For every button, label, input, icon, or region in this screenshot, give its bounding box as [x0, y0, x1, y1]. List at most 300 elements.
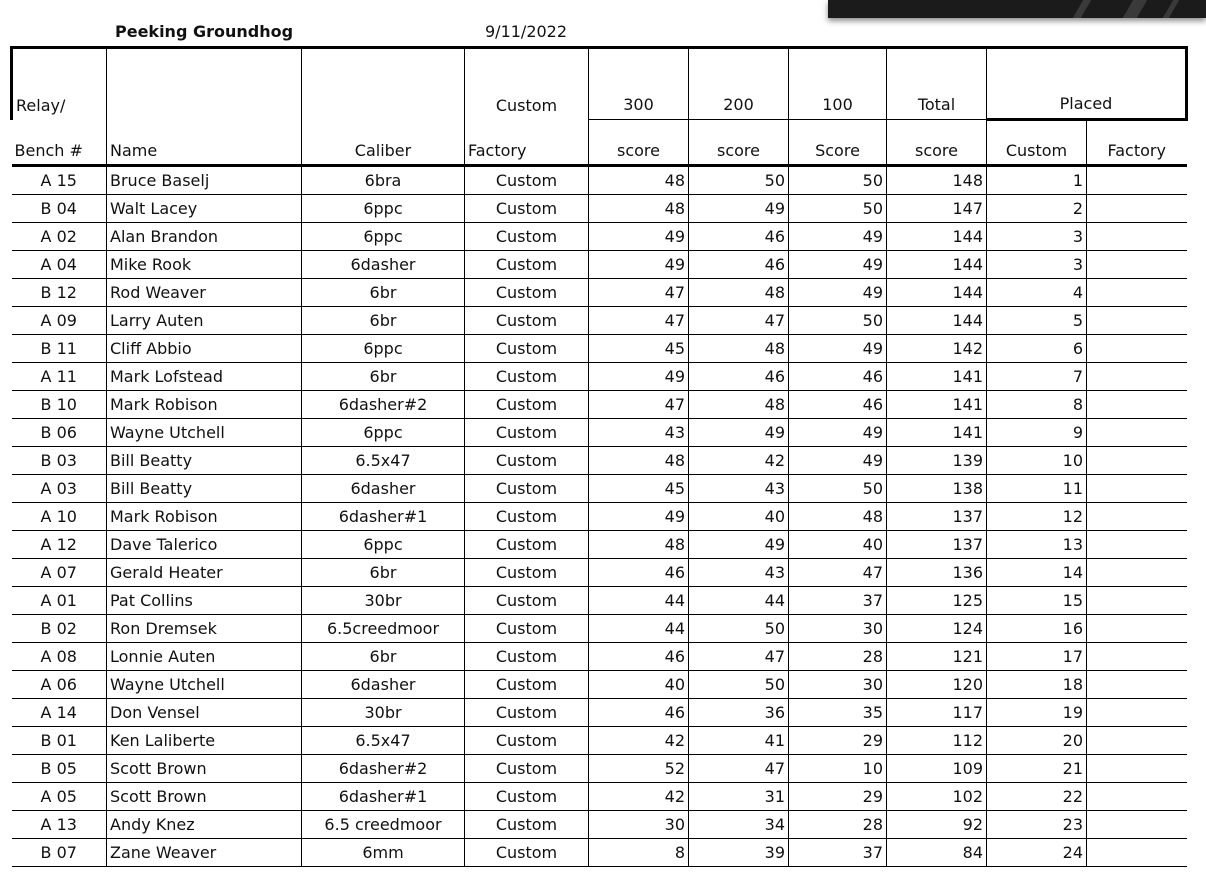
score-200-cell: 46 — [689, 223, 789, 251]
score-300-cell: 42 — [589, 783, 689, 811]
caliber-cell: 6br — [302, 559, 465, 587]
caliber-cell: 6dasher#2 — [302, 391, 465, 419]
score-300-cell: 45 — [589, 475, 689, 503]
header-caliber: Caliber — [302, 120, 465, 166]
score-100-cell: 30 — [789, 615, 887, 643]
class-cell: Custom — [465, 727, 589, 755]
header-bench: Bench # — [12, 120, 107, 166]
total-cell: 144 — [887, 307, 987, 335]
total-cell: 124 — [887, 615, 987, 643]
caliber-cell: 6ppc — [302, 335, 465, 363]
header-custom: Custom — [465, 48, 589, 120]
header-300: 300 — [589, 48, 689, 120]
caliber-cell: 6dasher — [302, 671, 465, 699]
header-placed-factory: Factory — [1087, 120, 1187, 166]
header-relay: Relay/ — [12, 48, 107, 120]
caliber-cell: 6dasher — [302, 475, 465, 503]
class-cell: Custom — [465, 475, 589, 503]
score-300-cell: 45 — [589, 335, 689, 363]
bench-cell: A 06 — [12, 671, 107, 699]
bench-cell: A 02 — [12, 223, 107, 251]
class-cell: Custom — [465, 503, 589, 531]
score-100-cell: 29 — [789, 727, 887, 755]
bench-cell: A 09 — [12, 307, 107, 335]
name-cell: Cliff Abbio — [107, 335, 302, 363]
score-300-cell: 48 — [589, 531, 689, 559]
bench-cell: B 07 — [12, 839, 107, 867]
caliber-cell: 6.5x47 — [302, 727, 465, 755]
score-200-cell: 47 — [689, 643, 789, 671]
score-300-cell: 42 — [589, 727, 689, 755]
placed-custom-cell: 23 — [987, 811, 1087, 839]
score-100-cell: 37 — [789, 839, 887, 867]
header-score-total: score — [887, 120, 987, 166]
table-row — [12, 531, 1187, 559]
score-300-cell: 48 — [589, 447, 689, 475]
score-300-cell: 44 — [589, 615, 689, 643]
bench-cell: B 03 — [12, 447, 107, 475]
class-cell: Custom — [465, 755, 589, 783]
caliber-cell: 6ppc — [302, 531, 465, 559]
class-cell: Custom — [465, 839, 589, 867]
score-300-cell: 40 — [589, 671, 689, 699]
score-200-cell: 46 — [689, 363, 789, 391]
total-cell: 147 — [887, 195, 987, 223]
score-100-cell: 46 — [789, 391, 887, 419]
name-cell: Mark Lofstead — [107, 363, 302, 391]
class-cell: Custom — [465, 811, 589, 839]
class-cell: Custom — [465, 419, 589, 447]
caliber-cell: 6dasher — [302, 251, 465, 279]
bench-cell: A 08 — [12, 643, 107, 671]
placed-custom-cell: 14 — [987, 559, 1087, 587]
placed-factory-cell — [1087, 391, 1187, 419]
placed-factory-cell — [1087, 699, 1187, 727]
name-cell: Walt Lacey — [107, 195, 302, 223]
name-cell: Pat Collins — [107, 587, 302, 615]
header-total: Total — [887, 48, 987, 120]
score-300-cell: 49 — [589, 363, 689, 391]
score-200-cell: 36 — [689, 699, 789, 727]
score-300-cell: 49 — [589, 503, 689, 531]
placed-factory-cell — [1087, 727, 1187, 755]
caliber-cell: 6ppc — [302, 419, 465, 447]
placed-factory-cell — [1087, 307, 1187, 335]
score-100-cell: 37 — [789, 587, 887, 615]
placed-custom-cell: 2 — [987, 195, 1087, 223]
caliber-cell: 6dasher#1 — [302, 783, 465, 811]
total-cell: 142 — [887, 335, 987, 363]
placed-factory-cell — [1087, 223, 1187, 251]
header-name: Name — [107, 120, 302, 166]
table-row — [12, 307, 1187, 335]
score-100-cell: 28 — [789, 643, 887, 671]
class-cell: Custom — [465, 643, 589, 671]
score-100-cell: 49 — [789, 223, 887, 251]
total-cell: 109 — [887, 755, 987, 783]
bench-cell: A 07 — [12, 559, 107, 587]
placed-custom-cell: 3 — [987, 251, 1087, 279]
total-cell: 141 — [887, 363, 987, 391]
total-cell: 144 — [887, 279, 987, 307]
score-300-cell: 46 — [589, 559, 689, 587]
total-cell: 84 — [887, 839, 987, 867]
score-200-cell: 46 — [689, 251, 789, 279]
score-200-cell: 41 — [689, 727, 789, 755]
name-cell: Zane Weaver — [107, 839, 302, 867]
score-100-cell: 49 — [789, 251, 887, 279]
caliber-cell: 6bra — [302, 166, 465, 195]
header-placed: Placed — [987, 48, 1187, 120]
class-cell: Custom — [465, 279, 589, 307]
class-cell: Custom — [465, 615, 589, 643]
total-cell: 144 — [887, 251, 987, 279]
total-cell: 138 — [887, 475, 987, 503]
placed-factory-cell — [1087, 559, 1187, 587]
score-200-cell: 48 — [689, 335, 789, 363]
placed-factory-cell — [1087, 615, 1187, 643]
caliber-cell: 6br — [302, 279, 465, 307]
bench-cell: A 12 — [12, 531, 107, 559]
header-row-1 — [12, 48, 1187, 120]
table-row — [12, 783, 1187, 811]
score-100-cell: 28 — [789, 811, 887, 839]
table-row — [12, 251, 1187, 279]
table-row — [12, 643, 1187, 671]
event-date: 9/11/2022 — [485, 22, 568, 41]
total-cell: 137 — [887, 531, 987, 559]
score-200-cell: 34 — [689, 811, 789, 839]
name-cell: Mark Robison — [107, 391, 302, 419]
caliber-cell: 6br — [302, 363, 465, 391]
score-300-cell: 47 — [589, 279, 689, 307]
score-200-cell: 49 — [689, 419, 789, 447]
score-200-cell: 49 — [689, 531, 789, 559]
table-row — [12, 587, 1187, 615]
placed-custom-cell: 7 — [987, 363, 1087, 391]
caliber-cell: 6ppc — [302, 195, 465, 223]
score-100-cell: 35 — [789, 699, 887, 727]
total-cell: 137 — [887, 503, 987, 531]
total-cell: 121 — [887, 643, 987, 671]
score-100-cell: 48 — [789, 503, 887, 531]
header-200: 200 — [689, 48, 789, 120]
placed-factory-cell — [1087, 503, 1187, 531]
total-cell: 136 — [887, 559, 987, 587]
score-100-cell: 40 — [789, 531, 887, 559]
score-200-cell: 44 — [689, 587, 789, 615]
header-photo — [828, 0, 1206, 18]
name-cell: Andy Knez — [107, 811, 302, 839]
header-factory: Factory — [465, 120, 589, 166]
placed-custom-cell: 21 — [987, 755, 1087, 783]
table-row — [12, 419, 1187, 447]
bench-cell: B 02 — [12, 615, 107, 643]
placed-factory-cell — [1087, 419, 1187, 447]
total-cell: 148 — [887, 166, 987, 195]
placed-custom-cell: 5 — [987, 307, 1087, 335]
bench-cell: A 05 — [12, 783, 107, 811]
table-row — [12, 391, 1187, 419]
score-100-cell: 49 — [789, 447, 887, 475]
score-300-cell: 49 — [589, 251, 689, 279]
placed-factory-cell — [1087, 811, 1187, 839]
table-row — [12, 223, 1187, 251]
score-100-cell: 10 — [789, 755, 887, 783]
caliber-cell: 6.5 creedmoor — [302, 811, 465, 839]
name-cell: Mike Rook — [107, 251, 302, 279]
total-cell: 102 — [887, 783, 987, 811]
header-100: 100 — [789, 48, 887, 120]
bench-cell: A 14 — [12, 699, 107, 727]
name-cell: Ron Dremsek — [107, 615, 302, 643]
placed-custom-cell: 4 — [987, 279, 1087, 307]
bench-cell: B 05 — [12, 755, 107, 783]
placed-custom-cell: 17 — [987, 643, 1087, 671]
placed-custom-cell: 6 — [987, 335, 1087, 363]
score-200-cell: 48 — [689, 279, 789, 307]
score-300-cell: 48 — [589, 166, 689, 195]
score-200-cell: 42 — [689, 447, 789, 475]
score-300-cell: 47 — [589, 307, 689, 335]
bench-cell: A 13 — [12, 811, 107, 839]
score-300-cell: 47 — [589, 391, 689, 419]
bench-cell: A 11 — [12, 363, 107, 391]
placed-custom-cell: 15 — [987, 587, 1087, 615]
class-cell: Custom — [465, 559, 589, 587]
placed-custom-cell: 8 — [987, 391, 1087, 419]
placed-factory-cell — [1087, 839, 1187, 867]
caliber-cell: 6br — [302, 307, 465, 335]
table-row — [12, 166, 1187, 195]
placed-custom-cell: 19 — [987, 699, 1087, 727]
total-cell: 117 — [887, 699, 987, 727]
caliber-cell: 6dasher#2 — [302, 755, 465, 783]
table-row — [12, 503, 1187, 531]
placed-factory-cell — [1087, 587, 1187, 615]
score-200-cell: 40 — [689, 503, 789, 531]
placed-factory-cell — [1087, 531, 1187, 559]
name-cell: Lonnie Auten — [107, 643, 302, 671]
score-100-cell: 49 — [789, 335, 887, 363]
name-cell: Bill Beatty — [107, 475, 302, 503]
table-row — [12, 615, 1187, 643]
caliber-cell: 6ppc — [302, 223, 465, 251]
score-100-cell: 29 — [789, 783, 887, 811]
score-100-cell: 49 — [789, 279, 887, 307]
placed-factory-cell — [1087, 166, 1187, 195]
class-cell: Custom — [465, 531, 589, 559]
table-row — [12, 279, 1187, 307]
score-200-cell: 50 — [689, 166, 789, 195]
name-cell: Alan Brandon — [107, 223, 302, 251]
bench-cell: A 01 — [12, 587, 107, 615]
class-cell: Custom — [465, 391, 589, 419]
bench-cell: B 04 — [12, 195, 107, 223]
placed-factory-cell — [1087, 363, 1187, 391]
header-score-100: Score — [789, 120, 887, 166]
header-blank-name — [107, 48, 302, 120]
name-cell: Scott Brown — [107, 755, 302, 783]
caliber-cell: 6.5creedmoor — [302, 615, 465, 643]
class-cell: Custom — [465, 195, 589, 223]
header-score-300: score — [589, 120, 689, 166]
results-table — [10, 46, 1188, 867]
placed-factory-cell — [1087, 643, 1187, 671]
placed-custom-cell: 18 — [987, 671, 1087, 699]
bench-cell: A 10 — [12, 503, 107, 531]
bench-cell: B 12 — [12, 279, 107, 307]
placed-factory-cell — [1087, 783, 1187, 811]
name-cell: Dave Talerico — [107, 531, 302, 559]
score-200-cell: 50 — [689, 671, 789, 699]
table-row — [12, 811, 1187, 839]
score-300-cell: 52 — [589, 755, 689, 783]
bench-cell: B 01 — [12, 727, 107, 755]
score-100-cell: 47 — [789, 559, 887, 587]
class-cell: Custom — [465, 363, 589, 391]
table-row — [12, 559, 1187, 587]
score-300-cell: 8 — [589, 839, 689, 867]
score-200-cell: 48 — [689, 391, 789, 419]
name-cell: Wayne Utchell — [107, 671, 302, 699]
name-cell: Bruce Baselj — [107, 166, 302, 195]
placed-custom-cell: 1 — [987, 166, 1087, 195]
score-100-cell: 49 — [789, 419, 887, 447]
name-cell: Ken Laliberte — [107, 727, 302, 755]
table-row — [12, 839, 1187, 867]
class-cell: Custom — [465, 447, 589, 475]
score-100-cell: 46 — [789, 363, 887, 391]
class-cell: Custom — [465, 335, 589, 363]
placed-custom-cell: 24 — [987, 839, 1087, 867]
name-cell: Wayne Utchell — [107, 419, 302, 447]
placed-custom-cell: 13 — [987, 531, 1087, 559]
header-placed-custom: Custom — [987, 120, 1087, 166]
placed-custom-cell: 3 — [987, 223, 1087, 251]
score-300-cell: 46 — [589, 699, 689, 727]
table-row — [12, 363, 1187, 391]
class-cell: Custom — [465, 251, 589, 279]
placed-factory-cell — [1087, 279, 1187, 307]
bench-cell: A 15 — [12, 166, 107, 195]
score-100-cell: 50 — [789, 195, 887, 223]
class-cell: Custom — [465, 587, 589, 615]
table-row — [12, 335, 1187, 363]
placed-custom-cell: 11 — [987, 475, 1087, 503]
placed-factory-cell — [1087, 335, 1187, 363]
class-cell: Custom — [465, 166, 589, 195]
total-cell: 139 — [887, 447, 987, 475]
class-cell: Custom — [465, 307, 589, 335]
placed-factory-cell — [1087, 195, 1187, 223]
score-200-cell: 47 — [689, 307, 789, 335]
score-100-cell: 50 — [789, 166, 887, 195]
bench-cell: B 11 — [12, 335, 107, 363]
placed-factory-cell — [1087, 447, 1187, 475]
placed-custom-cell: 12 — [987, 503, 1087, 531]
placed-custom-cell: 9 — [987, 419, 1087, 447]
table-row — [12, 195, 1187, 223]
total-cell: 120 — [887, 671, 987, 699]
placed-custom-cell: 22 — [987, 783, 1087, 811]
table-row — [12, 727, 1187, 755]
placed-factory-cell — [1087, 755, 1187, 783]
table-row — [12, 699, 1187, 727]
table-row — [12, 755, 1187, 783]
score-300-cell: 44 — [589, 587, 689, 615]
score-300-cell: 43 — [589, 419, 689, 447]
score-200-cell: 50 — [689, 615, 789, 643]
score-100-cell: 50 — [789, 307, 887, 335]
name-cell: Gerald Heater — [107, 559, 302, 587]
total-cell: 112 — [887, 727, 987, 755]
caliber-cell: 30br — [302, 699, 465, 727]
placed-factory-cell — [1087, 475, 1187, 503]
score-300-cell: 48 — [589, 195, 689, 223]
bench-cell: A 04 — [12, 251, 107, 279]
table-row — [12, 671, 1187, 699]
table-row — [12, 447, 1187, 475]
score-100-cell: 30 — [789, 671, 887, 699]
total-cell: 141 — [887, 419, 987, 447]
total-cell: 92 — [887, 811, 987, 839]
score-300-cell: 30 — [589, 811, 689, 839]
score-200-cell: 43 — [689, 559, 789, 587]
header-row-2 — [12, 120, 1187, 166]
score-200-cell: 31 — [689, 783, 789, 811]
caliber-cell: 6br — [302, 643, 465, 671]
caliber-cell: 6.5x47 — [302, 447, 465, 475]
event-title: Peeking Groundhog — [115, 22, 294, 41]
score-100-cell: 50 — [789, 475, 887, 503]
score-200-cell: 47 — [689, 755, 789, 783]
name-cell: Mark Robison — [107, 503, 302, 531]
score-300-cell: 46 — [589, 643, 689, 671]
placed-factory-cell — [1087, 671, 1187, 699]
class-cell: Custom — [465, 671, 589, 699]
bench-cell: A 03 — [12, 475, 107, 503]
header-score-200: score — [689, 120, 789, 166]
caliber-cell: 30br — [302, 587, 465, 615]
placed-custom-cell: 20 — [987, 727, 1087, 755]
placed-custom-cell: 16 — [987, 615, 1087, 643]
placed-factory-cell — [1087, 251, 1187, 279]
class-cell: Custom — [465, 699, 589, 727]
total-cell: 141 — [887, 391, 987, 419]
name-cell: Bill Beatty — [107, 447, 302, 475]
bench-cell: B 10 — [12, 391, 107, 419]
placed-custom-cell: 10 — [987, 447, 1087, 475]
caliber-cell: 6mm — [302, 839, 465, 867]
class-cell: Custom — [465, 783, 589, 811]
name-cell: Larry Auten — [107, 307, 302, 335]
table-row — [12, 475, 1187, 503]
caliber-cell: 6dasher#1 — [302, 503, 465, 531]
total-cell: 144 — [887, 223, 987, 251]
name-cell: Rod Weaver — [107, 279, 302, 307]
class-cell: Custom — [465, 223, 589, 251]
score-200-cell: 43 — [689, 475, 789, 503]
header-blank-caliber — [302, 48, 465, 120]
score-200-cell: 39 — [689, 839, 789, 867]
name-cell: Don Vensel — [107, 699, 302, 727]
total-cell: 125 — [887, 587, 987, 615]
name-cell: Scott Brown — [107, 783, 302, 811]
bench-cell: B 06 — [12, 419, 107, 447]
score-300-cell: 49 — [589, 223, 689, 251]
score-200-cell: 49 — [689, 195, 789, 223]
